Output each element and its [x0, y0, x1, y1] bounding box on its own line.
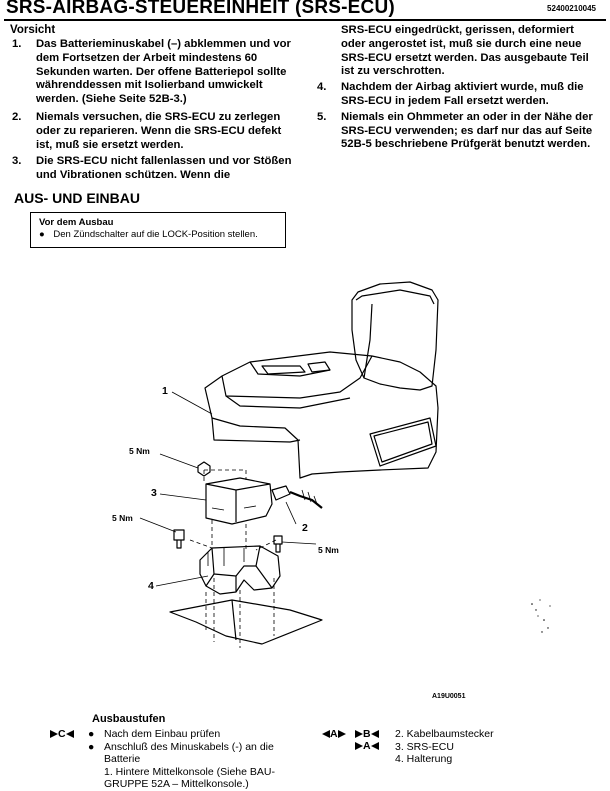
step-text: 1. Hintere Mittelkonsole (Siehe BAU-GRUPPE 52A – Mittelkonsole.) — [104, 765, 275, 790]
bolt-left — [174, 530, 184, 548]
arrow-right-icon — [50, 730, 58, 738]
step-marker-c — [50, 728, 74, 740]
section-title: AUS- UND EINBAU — [14, 190, 140, 206]
step-item — [88, 728, 298, 741]
arrow-left-icon — [66, 730, 74, 738]
floor-plate — [170, 600, 322, 644]
scan-specks — [531, 599, 550, 632]
callout-2: 2 — [302, 522, 308, 534]
caution-continuation: SRS-ECU eingedrückt, gerissen, deformiert oder angerostet ist, muß sie durch eine neue SRS-ECU ersetzt werden. Das ausgebaute Teil ist zu verschrotten. — [341, 24, 589, 78]
page-title: SRS-AIRBAG-STEUEREINHEIT (SRS-ECU) — [6, 0, 395, 18]
step-item — [88, 766, 280, 791]
torque-label: 5 Nm — [129, 446, 150, 456]
caution-item-number: 1. — [12, 38, 22, 50]
callout-1: 1 — [162, 385, 168, 397]
pre-removal-text: Den Zündschalter auf die LOCK-Position stellen. — [53, 229, 258, 240]
arrow-right-icon — [355, 742, 363, 750]
removal-steps-heading: Ausbaustufen — [92, 713, 166, 725]
harness-connector — [272, 486, 290, 500]
bullet-icon: ● — [88, 728, 95, 740]
caution-heading: Vorsicht — [10, 24, 56, 36]
step-text: Nach dem Einbau prüfen — [104, 728, 221, 740]
removal-steps-left — [88, 728, 298, 791]
pre-removal-heading: Vor dem Ausbau — [39, 217, 114, 228]
callout-3: 3 — [151, 487, 157, 499]
arrow-left-icon — [371, 730, 379, 738]
marker-letter: C — [58, 728, 66, 740]
arrow-left-icon — [322, 730, 330, 738]
caution-item-text: Niemals ein Ohmmeter an oder in der Nähe der SRS-ECU verwenden; es darf nur das auf Seite 52B-5 beschriebene Prüfgerät benutzt werden. — [341, 110, 593, 151]
step-text: Anschluß des Minuskabels (-) an die Batterie — [104, 740, 274, 765]
caution-item-text: Nachdem der Airbag aktiviert wurde, muß die SRS-ECU in jedem Fall ersetzt werden. — [341, 81, 584, 107]
torque-label: 5 Nm — [112, 513, 133, 523]
step-item — [395, 753, 595, 766]
step-item — [395, 741, 595, 754]
step-text: 2. Kabelbaumstecker — [395, 728, 494, 740]
arrow-right-icon — [355, 730, 363, 738]
bolt-right — [274, 536, 282, 552]
step-marker-b — [355, 728, 379, 740]
removal-steps-right — [395, 728, 595, 766]
marker-letter: A — [330, 728, 338, 740]
figure-code: A19U0051 — [432, 693, 466, 700]
caution-item-number: 4. — [317, 81, 327, 94]
step-item — [88, 741, 298, 766]
arrow-left-icon — [371, 742, 379, 750]
marker-letter: B — [363, 728, 371, 740]
caution-item-text: Die SRS-ECU nicht fallenlassen und vor Stößen und Vibrationen schützen. Wenn die — [36, 155, 292, 182]
step-marker-a — [322, 728, 346, 740]
caution-item-text: Das Batterieminuskabel (–) abklemmen und vor dem Fortsetzen der Arbeit mindestens 60 Sekunden warten. Der offene Batteriepol sollte währenddessen mit Isolierband umwickelt werden. (Siehe Seite 52B-3.) — [36, 38, 291, 106]
bullet-icon: ● — [39, 229, 45, 240]
torque-label: 5 Nm — [318, 545, 339, 555]
caution-item-number: 3. — [12, 155, 22, 168]
step-text: 4. Halterung — [395, 753, 453, 765]
callout-4: 4 — [148, 580, 154, 592]
bullet-icon: ● — [88, 740, 95, 753]
document-number: 52400210045 — [547, 4, 596, 13]
caution-item-number: 5. — [317, 110, 327, 123]
caution-item-number: 2. — [12, 110, 22, 123]
marker-letter: A — [363, 740, 371, 752]
step-text: 3. SRS-ECU — [395, 740, 454, 753]
caution-item-text: Niemals versuchen, die SRS-ECU zu zerlegen oder zu reparieren. Wenn die SRS-ECU defekt ist, muß sie ersetzt werden. — [36, 110, 282, 151]
arrow-right-icon — [338, 730, 346, 738]
step-item — [395, 728, 595, 741]
rear-panel-outline — [370, 418, 436, 466]
step-marker-a-second — [355, 740, 379, 752]
